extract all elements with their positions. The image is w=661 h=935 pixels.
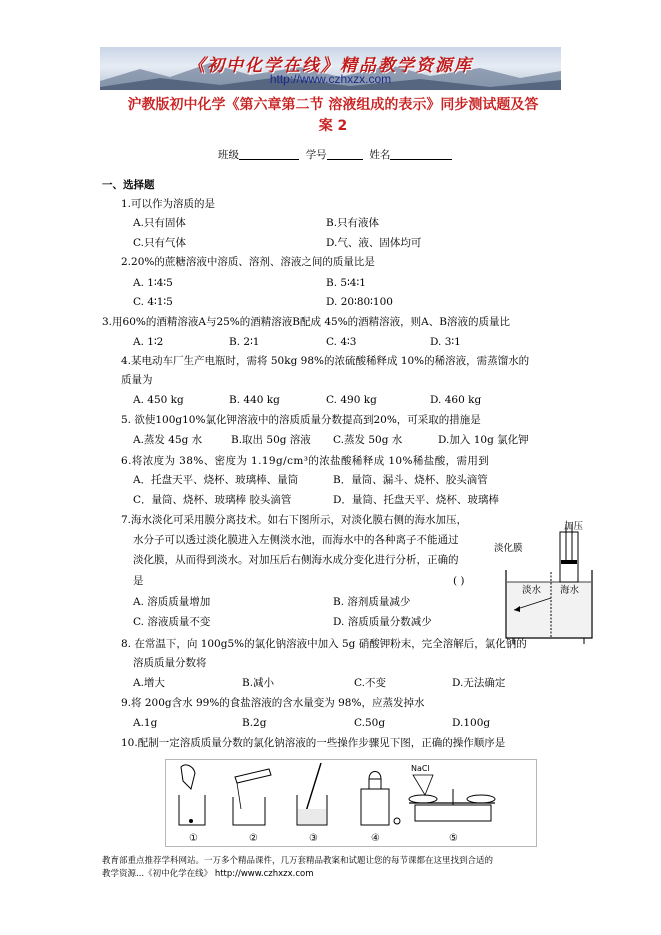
- q5-option-b[interactable]: B.取出 50g 溶液: [231, 434, 311, 446]
- banner-title: 《初中化学在线》精品教学资源库: [188, 56, 473, 76]
- footer-line-1: 教育部重点推荐学科网站。一万多个精品课件，几万套精品教案和试题让您的每节课都在这里找到合适的: [102, 856, 494, 866]
- q9-option-b[interactable]: B.2g: [242, 717, 267, 729]
- q4-option-c[interactable]: C. 490 kg: [326, 394, 377, 406]
- number-blank[interactable]: [327, 148, 363, 160]
- q6-option-b[interactable]: B．量筒、漏斗、烧杯、胶头滴管: [333, 474, 488, 486]
- class-label: 班级: [218, 149, 239, 161]
- q3-option-a[interactable]: A. 1∶2: [133, 336, 164, 348]
- q4-option-b[interactable]: B. 440 kg: [229, 394, 280, 406]
- q7-membrane-figure: [496, 520, 606, 652]
- q2-option-b[interactable]: B. 5∶4∶1: [326, 277, 366, 289]
- q7-option-b[interactable]: B. 溶剂质量减少: [333, 596, 411, 608]
- step-1-number: ①: [189, 833, 198, 844]
- q7-fresh-water-label: 淡水: [522, 585, 542, 596]
- q3-option-b[interactable]: B. 2∶1: [229, 336, 260, 348]
- q8-option-a[interactable]: A.增大: [133, 677, 165, 689]
- title-line-1: 沪教版初中化学《第六章第二节 溶液组成的表示》同步测试题及答: [127, 97, 539, 113]
- q10-procedure-figure: [165, 759, 537, 851]
- q1-option-d[interactable]: D.气、液、固体均可: [326, 237, 422, 249]
- q7-option-d[interactable]: D. 溶质质量分数减少: [333, 616, 432, 628]
- q3-option-d[interactable]: D. 3∶1: [430, 336, 461, 348]
- banner-url[interactable]: http://www.czhxzx.com: [269, 72, 392, 86]
- q9-option-d[interactable]: D.100g: [452, 717, 491, 729]
- footer-line-2: [102, 869, 314, 880]
- student-info-row: [218, 148, 452, 162]
- footer-link[interactable]: http://www.czhxzx.com: [214, 869, 314, 879]
- q8-option-b[interactable]: B.减小: [242, 677, 275, 689]
- nacl-label: NaCl: [411, 764, 430, 773]
- q6-option-d[interactable]: D．量筒、托盘天平、烧杯、玻璃棒: [333, 494, 499, 506]
- q7-press-label: 加压: [564, 521, 584, 532]
- number-label: 学号: [305, 149, 327, 161]
- step-2-number: ②: [249, 833, 258, 844]
- q3-stem: 3.用60%的酒精溶液A与25%的酒精溶液B配成 45%的酒精溶液，则A、B溶液的质量比: [102, 316, 510, 328]
- q5-option-a[interactable]: A.蒸发 45g 水: [133, 434, 203, 446]
- q5-stem: 5. 欲使100g10%氯化钾溶液中的溶质质量分数提高到20%，可采取的措施是: [121, 414, 481, 426]
- q9-option-c[interactable]: C.50g: [354, 717, 386, 729]
- q7-answer-paren[interactable]: ( ): [453, 575, 465, 587]
- q6-option-c[interactable]: C．量筒、烧杯、玻璃棒 胶头滴管: [133, 494, 292, 506]
- title-line-2: 案 2: [318, 118, 348, 134]
- section-heading: 一、选择题: [102, 179, 155, 191]
- q9-option-a[interactable]: A.1g: [133, 717, 158, 729]
- q2-option-c[interactable]: C. 4∶1∶5: [133, 296, 173, 308]
- q6-stem: 6.将浓度为 38%、密度为 1.19g/cm³的浓盐酸稀释成 10%稀盐酸，需用到: [121, 455, 490, 467]
- q7-stem-line-4: 是: [133, 575, 144, 587]
- q2-option-d[interactable]: D. 20∶80∶100: [326, 296, 393, 308]
- q4-option-d[interactable]: D. 460 kg: [430, 394, 482, 406]
- q8-stem-line-2: 溶质质量分数将: [133, 657, 207, 669]
- step-3-number: ③: [309, 833, 318, 844]
- q1-option-b[interactable]: B.只有液体: [326, 217, 380, 229]
- q8-stem-line-1: 8. 在常温下，向 100g5%的氯化钠溶液中加入 5g 硝酸钾粉末，完全溶解后，氯化钠的: [121, 638, 527, 650]
- q7-stem-line-2: 水分子可以透过淡化膜进入左侧淡水池，而海水中的各种离子不能通过: [133, 534, 459, 546]
- q1-stem: 1.可以作为溶质的是: [121, 198, 216, 210]
- q9-stem: 9.将 200g含水 99%的食盐溶液的含水量变为 98%，应蒸发掉水: [121, 697, 425, 709]
- q2-stem: 2.20%的蔗糖溶液中溶质、溶剂、溶液之间的质量比是: [121, 256, 375, 268]
- footer-text: 教学资源...《初中化学在线》: [102, 869, 213, 879]
- name-label: 姓名: [369, 149, 391, 161]
- step-4-number: ④: [371, 833, 380, 844]
- document-title: [98, 95, 568, 137]
- q5-option-c[interactable]: C.蒸发 50g 水: [333, 434, 403, 446]
- q4-stem-line-2: 质量为: [121, 374, 153, 386]
- solution-preparation-steps-diagram: [165, 759, 537, 847]
- q10-stem: 10.配制一定溶质质量分数的氯化钠溶液的一些操作步骤见下图，正确的操作顺序是: [121, 737, 506, 749]
- class-blank[interactable]: [239, 148, 299, 160]
- q7-stem-line-1: 7.海水淡化可采用膜分离技术。如右下图所示，对淡化膜右侧的海水加压，: [121, 514, 468, 526]
- q6-option-a[interactable]: A．托盘天平、烧杯、玻璃棒、量筒: [133, 474, 299, 486]
- q8-option-d[interactable]: D.无法确定: [452, 677, 506, 689]
- q7-sea-water-label: 海水: [560, 585, 580, 596]
- step-5-number: ⑤: [449, 833, 458, 844]
- q3-option-c[interactable]: C. 4∶3: [326, 336, 357, 348]
- q7-stem-line-3: 淡化膜，从而得到淡水。对加压后右侧海水成分变化进行分析，正确的: [133, 554, 459, 566]
- q7-membrane-label: 淡化膜: [494, 543, 523, 554]
- q7-option-a[interactable]: A. 溶质质量增加: [133, 596, 211, 608]
- q2-option-a[interactable]: A. 1∶4∶5: [133, 277, 173, 289]
- q5-option-d[interactable]: D.加入 10g 氯化钾: [438, 434, 529, 446]
- q7-option-c[interactable]: C. 溶液质量不变: [133, 616, 211, 628]
- q1-option-a[interactable]: A.只有固体: [133, 217, 186, 229]
- q4-option-a[interactable]: A. 450 kg: [133, 394, 184, 406]
- desalination-apparatus-diagram: [496, 520, 606, 648]
- q1-option-c[interactable]: C.只有气体: [133, 237, 186, 249]
- name-blank[interactable]: [390, 148, 452, 160]
- q4-stem-line-1: 4.某电动车厂生产电瓶时，需将 50kg 98%的浓硫酸稀释成 10%的稀溶液，需蒸馏水的: [121, 355, 530, 367]
- header-banner: [100, 47, 561, 90]
- q8-option-c[interactable]: C.不变: [354, 677, 386, 689]
